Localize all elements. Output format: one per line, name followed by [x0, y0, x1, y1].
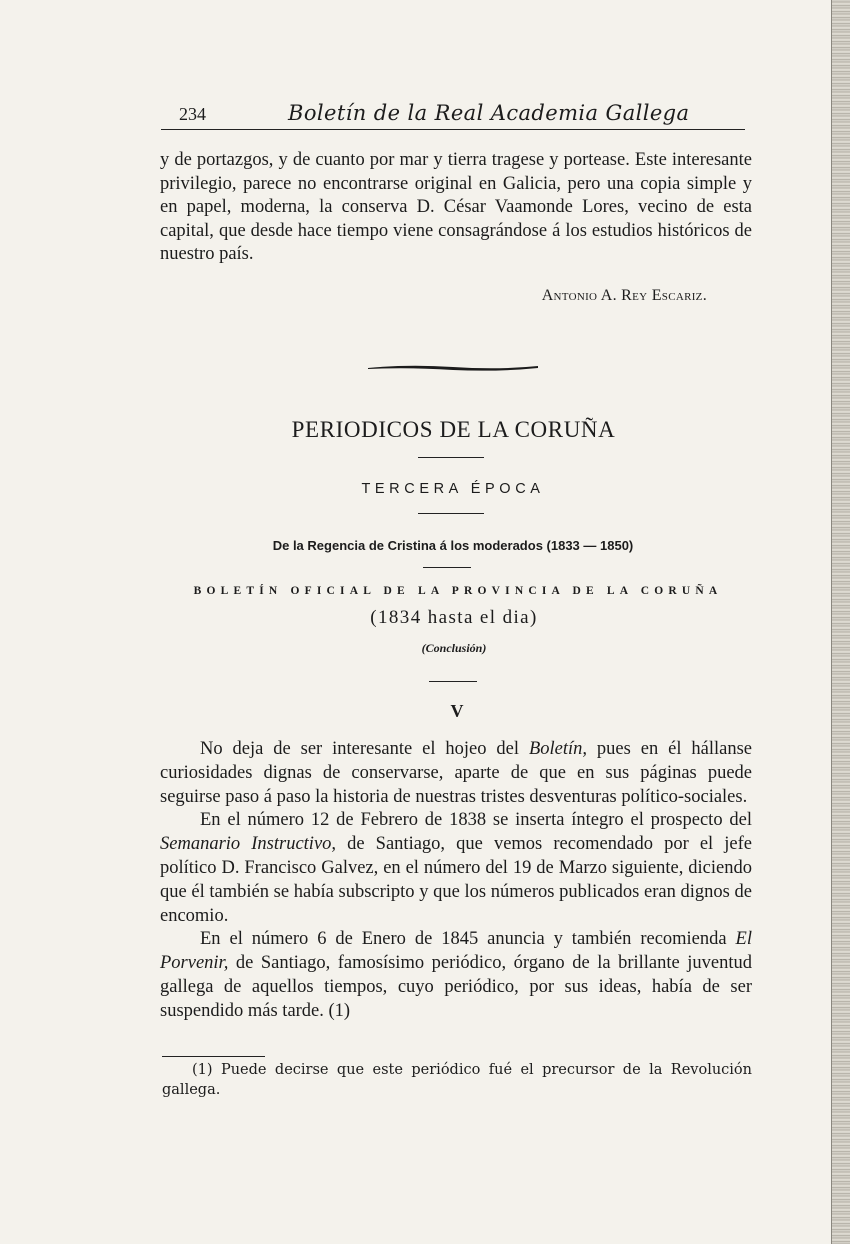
ornament-divider	[368, 363, 538, 373]
body-text: En el número 6 de Enero de 1845 anuncia y también recomienda	[200, 929, 736, 950]
italic-title: Semanario Instructivo,	[160, 834, 337, 855]
body-text: de Santiago, famosísimo periódico, órgano de la brillante juventud gallega de aquellos tiempos, cuyo periódico, por sus ideas, había de ser suspendido más tarde. (1)	[160, 953, 752, 1021]
opening-paragraph: y de portazgos, y de cuanto por mar y tierra tragese y portease. Este interesante privilegio, parece no encontrarse original en Galicia, pero una copia simple y en papel, moderna, la conserva D. César Vaamonde Lores, vecino de esta capital, que desde hace tiempo viene consagrándose á los estudios históricos de nuestro país.	[160, 150, 752, 264]
section-rule	[429, 681, 477, 682]
author-signature: Antonio A. Rey Escariz.	[541, 287, 707, 304]
body-paragraph	[160, 928, 752, 1023]
period-rule	[423, 567, 471, 568]
body-text: En el número 12 de Febrero de 1838 se inserta íntegro el prospecto del	[200, 810, 752, 831]
italic-title: El Porvenir,	[160, 929, 752, 974]
section-numeral: V	[450, 701, 464, 721]
page-number: 234	[179, 104, 206, 124]
running-head: Boletín de la Real Academia Gallega	[288, 101, 690, 125]
page-header	[161, 100, 745, 130]
footnote: (1) Puede decirse que este periódico fué el precursor de la Revolución gallega.	[162, 1062, 752, 1098]
header-rule	[161, 129, 745, 130]
body-text: de Santiago, que vemos recomendado por el jefe político D. Francisco Galvez, en el número del 19 de Marzo siguiente, diciendo que él también se había subscripto y que los números publicados eran dignos de encomio.	[160, 834, 752, 926]
bulletin-years: (1834 hasta el dia)	[370, 607, 538, 628]
body-paragraph	[160, 809, 752, 928]
article-subtitle: TERCERA ÉPOCA	[361, 481, 545, 497]
body-text: No deja de ser interesante el hojeo del	[200, 739, 529, 759]
title-rule	[418, 457, 484, 458]
body-paragraph	[160, 738, 752, 809]
bulletin-title: BOLETÍN OFICIAL DE LA PROVINCIA DE LA CORUÑA	[193, 585, 723, 597]
continuation-note: (Conclusión)	[421, 641, 487, 655]
subtitle-rule	[418, 513, 484, 514]
article-title: PERIODICOS DE LA CORUÑA	[291, 417, 616, 442]
body-text: pues en él hállanse curiosidades dignas de conservarse, aparte de que en sus páginas puede seguirse paso á paso la historia de nuestras tristes desventuras político-sociales.	[160, 739, 752, 807]
italic-title: Boletín,	[528, 739, 587, 759]
footnote-rule	[162, 1056, 265, 1057]
article-body	[160, 738, 752, 1024]
period-heading: De la Regencia de Cristina á los moderados (1833 — 1850)	[272, 538, 634, 553]
